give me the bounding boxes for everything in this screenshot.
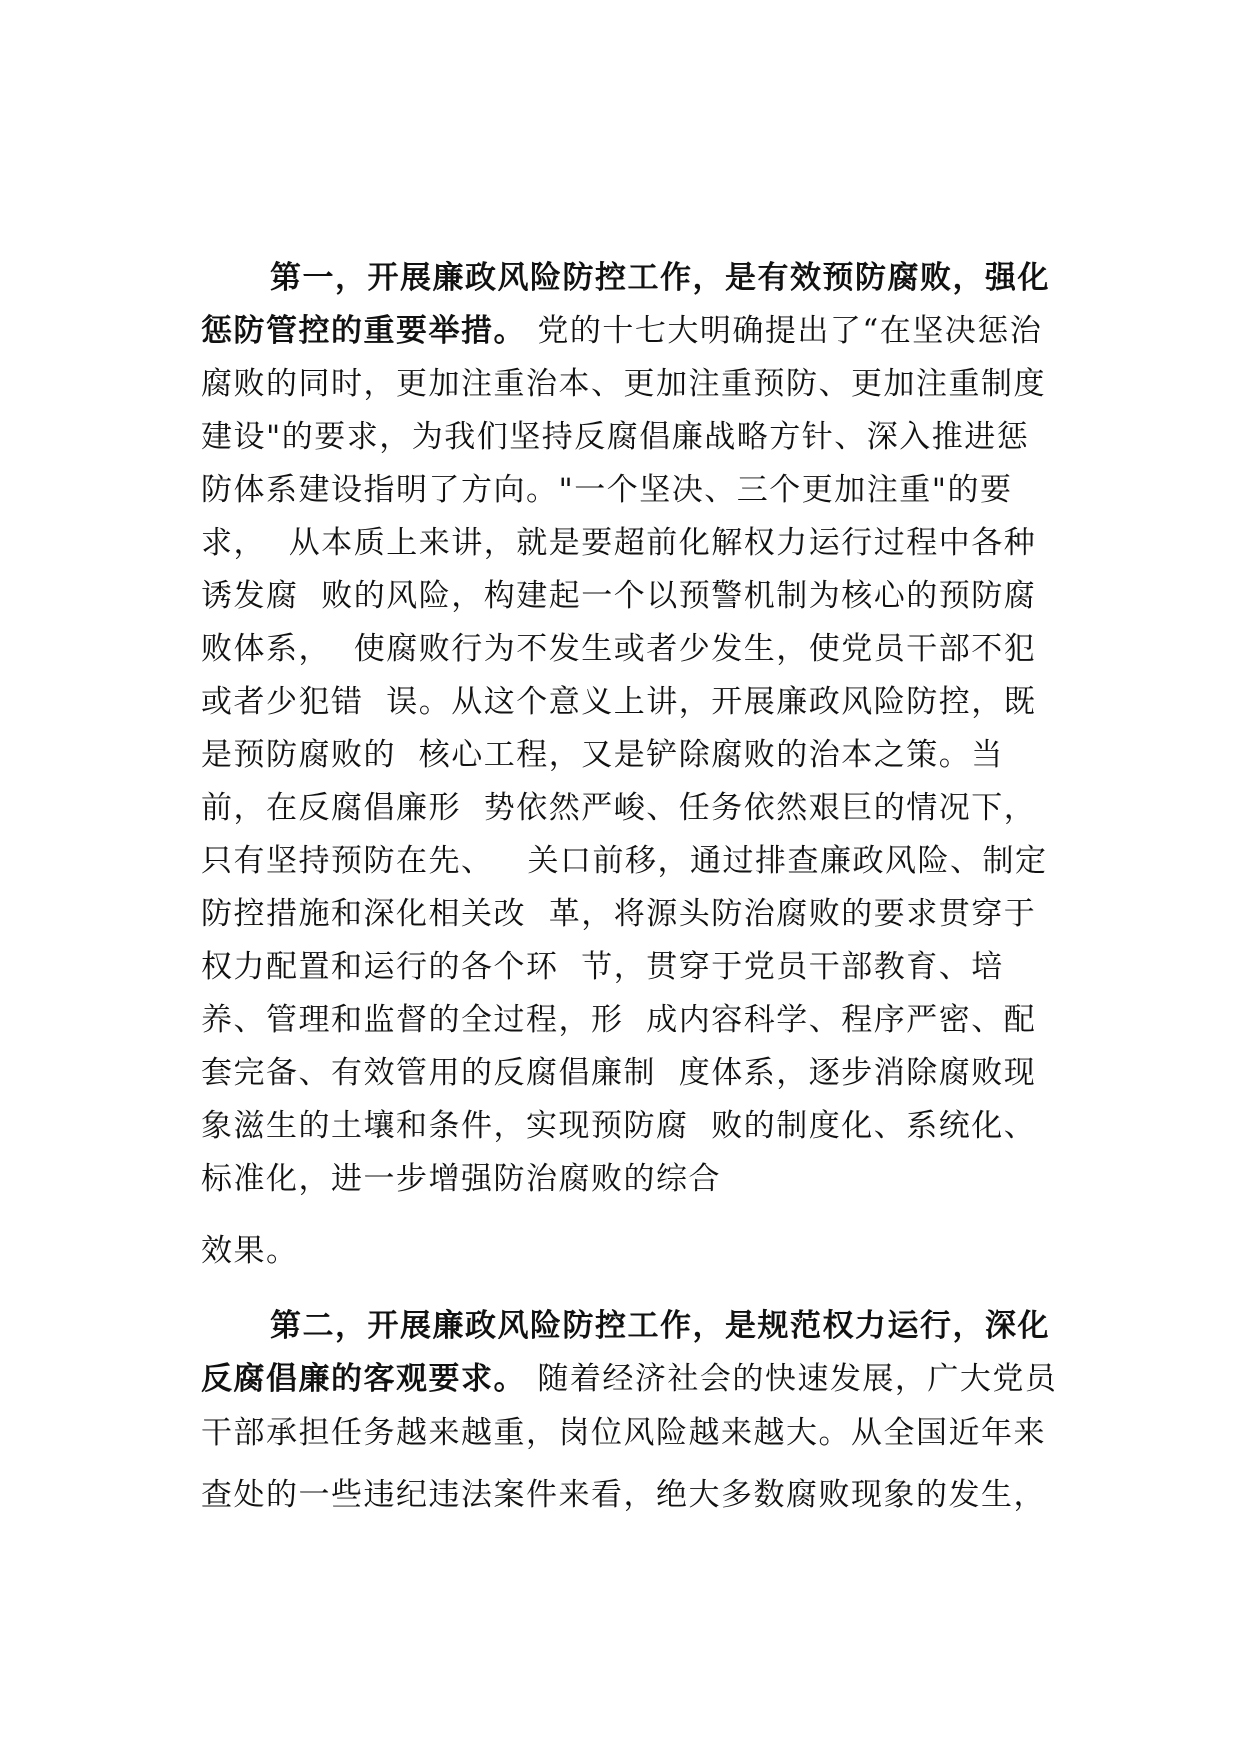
paragraph-1-line-2 (201, 311, 1042, 351)
paragraph-1-line-11 (201, 788, 1036, 828)
paragraph-1-text: 只有坚持预防在先、 关口前移，通过排查廉政风险、制定 (201, 843, 1048, 879)
paragraph-1-line-4 (201, 417, 1029, 457)
paragraph-1-line-12 (201, 841, 1048, 881)
paragraph-1-text: 防体系建设指明了方向。"一个坚决、三个更加注重"的要 (201, 472, 1013, 508)
paragraph-1-text: 党的十七大明确提出了“在坚决惩治 (526, 313, 1043, 349)
paragraph-1-text: 是预防腐败的 核心工程，又是铲除腐败的治本之策。当 (201, 737, 1004, 773)
paragraph-1-text: 腐败的同时，更加注重治本、更加注重预防、更加注重制度 (201, 366, 1046, 402)
paragraph-1-text: 标准化，进一步增强防治腐败的综合 (201, 1161, 721, 1197)
paragraph-1-line-16 (201, 1053, 1036, 1093)
paragraph-1-line-17 (201, 1106, 1036, 1146)
paragraph-1-line-6 (201, 523, 1036, 563)
paragraph-1-line-18 (201, 1159, 721, 1199)
paragraph-2-text: 随着经济社会的快速发展，广大党员 (526, 1361, 1058, 1397)
paragraph-2-line-2 (201, 1359, 1057, 1399)
paragraph-1-line-9 (201, 682, 1036, 722)
paragraph-1-text: 或者少犯错 误。从这个意义上讲，开展廉政风险防控，既 (201, 684, 1037, 720)
paragraph-1-line-8 (201, 629, 1036, 669)
paragraph-1-heading: 第一，开展廉政风险防控工作，是有效预防腐败，强化 (270, 260, 1050, 296)
paragraph-2-line-1 (270, 1306, 1050, 1346)
paragraph-1-text: 诱发腐 败的风险，构建起一个以预警机制为核心的预防腐 (201, 578, 1037, 614)
paragraph-1-text: 权力配置和运行的各个环 节，贯穿于党员干部教育、培 (201, 949, 1004, 985)
paragraph-1-line-15 (201, 1000, 1036, 1040)
paragraph-1-line-14 (201, 947, 1004, 987)
paragraph-1-text: 养、管理和监督的全过程，形 成内容科学、程序严密、配 (201, 1002, 1037, 1038)
paragraph-1-text: 象滋生的土壤和条件，实现预防腐 败的制度化、系统化、 (201, 1108, 1037, 1144)
paragraph-1-tail: 效果。 (201, 1233, 299, 1269)
paragraph-1-text: 防控措施和深化相关改 革，将源头防治腐败的要求贯穿于 (201, 896, 1037, 932)
paragraph-1-line-10 (201, 735, 1004, 775)
paragraph-2-text: 查处的一些违纪违法案件来看，绝大多数腐败现象的发生， (201, 1477, 1046, 1513)
paragraph-1-heading-end: 惩防管控的重要举措。 (201, 313, 526, 349)
paragraph-2-heading: 第二，开展廉政风险防控工作，是规范权力运行，深化 (270, 1308, 1050, 1344)
paragraph-1-line-7 (201, 576, 1036, 616)
paragraph-2-heading-end: 反腐倡廉的客观要求。 (201, 1361, 526, 1397)
paragraph-1-text: 建设"的要求，为我们坚持反腐倡廉战略方针、深入推进惩 (201, 419, 1030, 455)
paragraph-2-line-4 (201, 1475, 1046, 1515)
paragraph-1-text: 败体系， 使腐败行为不发生或者少发生，使党员干部不犯 (201, 631, 1037, 667)
paragraph-2-line-3 (201, 1413, 1046, 1453)
paragraph-1-text: 前，在反腐倡廉形 势依然严峻、任务依然艰巨的情况下， (201, 790, 1037, 826)
paragraph-1-line-5 (201, 470, 1013, 510)
paragraph-1-text: 求， 从本质上来讲，就是要超前化解权力运行过程中各种 (201, 525, 1037, 561)
paragraph-2-text: 干部承担任务越来越重，岗位风险越来越大。从全国近年来 (201, 1415, 1046, 1451)
paragraph-1-text: 套完备、有效管用的反腐倡廉制 度体系，逐步消除腐败现 (201, 1055, 1037, 1091)
paragraph-1-line-1 (270, 258, 1050, 298)
paragraph-1-line-3 (201, 364, 1046, 404)
paragraph-1-line-13 (201, 894, 1036, 934)
